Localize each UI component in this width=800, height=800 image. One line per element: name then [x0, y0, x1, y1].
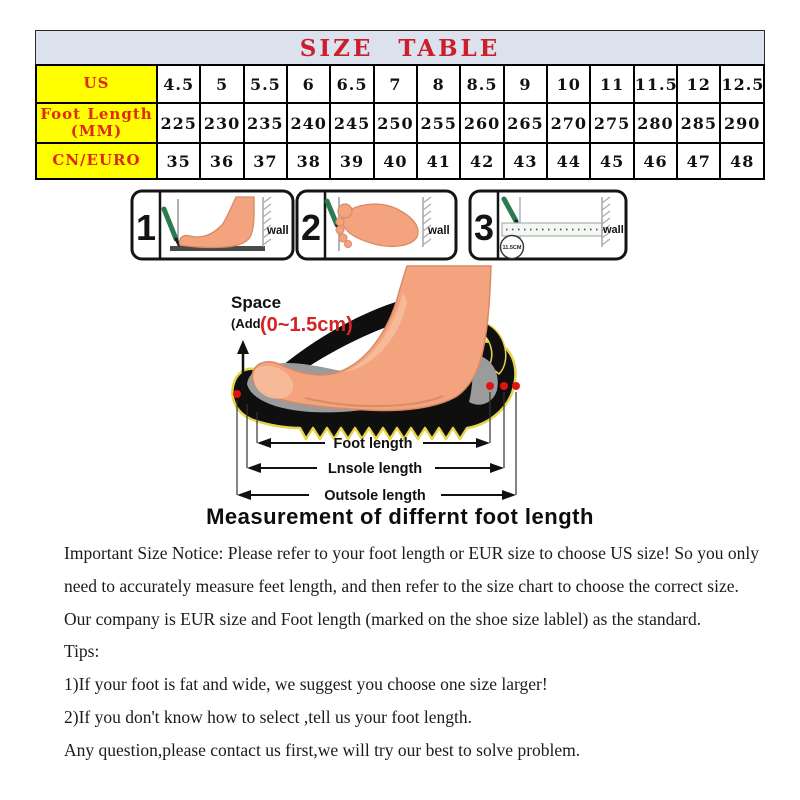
- outsole-length-arrow: [237, 488, 516, 504]
- step-number: 1: [135, 207, 157, 248]
- size-cell: 225: [157, 103, 200, 143]
- size-cell: 6: [287, 65, 330, 103]
- size-cell: 45: [590, 143, 633, 179]
- table-row: [36, 65, 764, 103]
- size-cell: 46: [634, 143, 677, 179]
- size-cell: 11.5: [634, 65, 677, 103]
- size-cell: 35: [157, 143, 200, 179]
- size-cell: 270: [547, 103, 590, 143]
- size-cell: 44: [547, 143, 590, 179]
- measure-dot: [512, 382, 520, 390]
- size-table-body: [36, 65, 764, 179]
- notice-line: 2)If you don't know how to select ,tell us your foot length.: [64, 706, 473, 727]
- size-cell: 275: [590, 103, 633, 143]
- notice-line: Our company is EUR size and Foot length (marked on the shoe size lablel) as the standard.: [64, 608, 702, 629]
- space-add-label: (Add: [231, 316, 261, 331]
- foot-length-label: Foot length: [333, 436, 413, 452]
- size-cell: 245: [330, 103, 373, 143]
- size-cell: 10: [547, 65, 590, 103]
- size-cell: 41: [417, 143, 460, 179]
- foot-length-diagram: [175, 262, 635, 510]
- size-cell: 9: [504, 65, 547, 103]
- size-cell: 230: [200, 103, 243, 143]
- wall-label: wall: [267, 225, 289, 237]
- size-cell: 8: [417, 65, 460, 103]
- space-arrow-head: [237, 340, 249, 354]
- big-toe: [338, 204, 352, 218]
- size-cell: 280: [634, 103, 677, 143]
- size-cell: 285: [677, 103, 720, 143]
- size-cell: 5: [200, 65, 243, 103]
- toe: [345, 241, 352, 248]
- size-cell: 39: [330, 143, 373, 179]
- size-cell: 255: [417, 103, 460, 143]
- size-cell: 40: [374, 143, 417, 179]
- space-add-value: (0~1.5cm): [260, 314, 353, 336]
- measure-dot: [486, 382, 494, 390]
- size-cell: 290: [720, 103, 764, 143]
- size-cell: 5.5: [244, 65, 287, 103]
- notice-line: Any question,please contact us first,we will try our best to solve problem.: [64, 739, 581, 760]
- size-cell: 12.5: [720, 65, 764, 103]
- size-cell: 240: [287, 103, 330, 143]
- size-cell: 8.5: [460, 65, 503, 103]
- measure-step-2-panel: [295, 189, 458, 261]
- ruler: [502, 223, 602, 236]
- size-table-title-bar: [35, 30, 765, 66]
- toe: [336, 218, 344, 226]
- row-header: US: [36, 65, 157, 103]
- size-cell: 38: [287, 143, 330, 179]
- size-cell: 260: [460, 103, 503, 143]
- size-cell: 235: [244, 103, 287, 143]
- step-number: 3: [473, 207, 495, 248]
- row-header: Foot Length (MM): [36, 103, 157, 143]
- size-cell: 36: [200, 143, 243, 179]
- size-cell: 265: [504, 103, 547, 143]
- measure-callout-value: 11.5CM: [502, 245, 522, 251]
- table-row: [36, 143, 764, 179]
- outsole-length-label: Outsole length: [324, 488, 426, 504]
- measurement-heading: Measurement of differnt foot length: [206, 504, 594, 529]
- notice-text: [64, 537, 764, 767]
- page-title: SIZE TABLE: [299, 34, 501, 62]
- size-cell: 6.5: [330, 65, 373, 103]
- size-cell: 42: [460, 143, 503, 179]
- size-cell: 7: [374, 65, 417, 103]
- step-number: 2: [300, 207, 322, 248]
- measure-dot: [500, 382, 508, 390]
- size-cell: 250: [374, 103, 417, 143]
- size-cell: 12: [677, 65, 720, 103]
- table-row: [36, 103, 764, 143]
- wall-label: wall: [603, 224, 624, 236]
- notice-line: 1)If your foot is fat and wide, we suggest you choose one size larger!: [64, 674, 548, 695]
- size-cell: 43: [504, 143, 547, 179]
- notice-line: need to accurately measure feet length, and then refer to the size chart to choose the correct size.: [64, 575, 739, 596]
- row-header: CN/EURO: [36, 143, 157, 179]
- size-table: [35, 64, 765, 180]
- notice-line: Important Size Notice: Please refer to your foot length or EUR size to choose US size! So you only: [64, 543, 759, 563]
- measure-step-1-panel: [130, 189, 295, 261]
- foot-length-arrow: [257, 436, 490, 452]
- measure-dot: [233, 390, 241, 398]
- insole-length-arrow: [247, 461, 504, 477]
- size-cell: 48: [720, 143, 764, 179]
- space-label: Space: [231, 293, 282, 312]
- notice-line: Tips:: [64, 641, 100, 662]
- size-cell: 11: [590, 65, 633, 103]
- measure-step-3-panel: [468, 189, 628, 261]
- size-cell: 47: [677, 143, 720, 179]
- toe: [336, 226, 344, 234]
- size-cell: 4.5: [157, 65, 200, 103]
- size-cell: 37: [244, 143, 287, 179]
- wall-label: wall: [428, 225, 450, 237]
- insole-length-label: Lnsole length: [327, 461, 423, 477]
